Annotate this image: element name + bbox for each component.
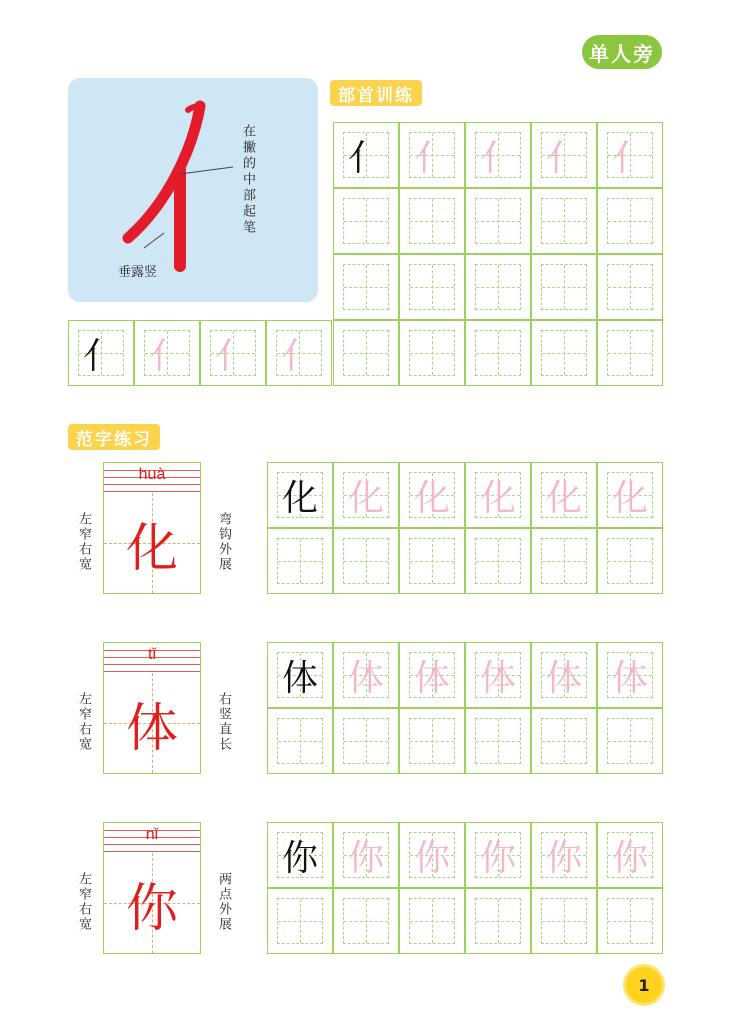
cell-guide-lines [541, 330, 587, 376]
cell-guide-lines [475, 264, 521, 310]
radical-cell[interactable] [399, 188, 465, 254]
radical-cell[interactable] [531, 188, 597, 254]
radical-cell[interactable] [399, 122, 465, 188]
trace-character: 体 [347, 657, 384, 699]
radical-cell[interactable] [333, 188, 399, 254]
example-practice-cell[interactable] [267, 462, 333, 528]
radical-illustration [68, 78, 318, 302]
trace-character: 亻 [479, 137, 516, 179]
example-practice-cell[interactable] [399, 528, 465, 594]
model-character: 亻 [82, 335, 119, 377]
example-practice-cell[interactable] [465, 462, 531, 528]
radical-cell[interactable] [465, 320, 531, 386]
trace-character: 化 [413, 477, 450, 519]
example-practice-cell[interactable] [399, 822, 465, 888]
trace-character: 化 [545, 477, 582, 519]
trace-character: 你 [611, 837, 648, 879]
cell-guide-lines [343, 330, 389, 376]
cell-guide-lines [541, 718, 587, 764]
example-practice-cell[interactable] [597, 462, 663, 528]
trace-character: 体 [611, 657, 648, 699]
cell-guide-lines [277, 538, 323, 584]
radical-stroke-drawing [68, 78, 318, 302]
trace-character: 你 [413, 837, 450, 879]
example-practice-cell[interactable] [531, 888, 597, 954]
stroke-note: 两点外展 [216, 872, 231, 932]
example-practice-cell[interactable] [267, 822, 333, 888]
cell-guide-lines [607, 198, 653, 244]
page-number-badge: 1 [626, 967, 662, 1003]
example-practice-cell[interactable] [465, 708, 531, 774]
radical-cell[interactable] [266, 320, 332, 386]
radical-cell[interactable] [68, 320, 134, 386]
trace-character: 亻 [280, 335, 317, 377]
cell-guide-lines [475, 898, 521, 944]
cell-guide-lines [475, 198, 521, 244]
cell-guide-lines [475, 538, 521, 584]
cell-guide-lines [541, 898, 587, 944]
cell-guide-lines [607, 538, 653, 584]
pinyin-label: nǐ [145, 826, 159, 843]
radical-cell[interactable] [597, 188, 663, 254]
section-label-examples: 范字练习 [68, 424, 160, 450]
cell-guide-lines [409, 898, 455, 944]
trace-character: 化 [611, 477, 648, 519]
example-practice-cell[interactable] [531, 708, 597, 774]
cell-guide-lines [409, 330, 455, 376]
example-character-box [103, 642, 201, 774]
cell-guide-lines [475, 718, 521, 764]
radical-cell[interactable] [399, 254, 465, 320]
trace-character: 亻 [214, 335, 251, 377]
radical-cell[interactable] [134, 320, 200, 386]
radical-cell[interactable] [333, 254, 399, 320]
example-practice-cell[interactable] [267, 888, 333, 954]
cell-guide-lines [343, 264, 389, 310]
example-practice-cell[interactable] [399, 888, 465, 954]
radical-cell[interactable] [200, 320, 266, 386]
radical-cell[interactable] [597, 320, 663, 386]
example-practice-cell[interactable] [597, 888, 663, 954]
example-practice-cell[interactable] [597, 528, 663, 594]
example-character: 你 [125, 878, 178, 939]
trace-character: 亻 [545, 137, 582, 179]
example-practice-cell[interactable] [531, 528, 597, 594]
model-character: 化 [281, 477, 318, 519]
example-practice-cell[interactable] [597, 822, 663, 888]
cell-guide-lines [607, 330, 653, 376]
cell-guide-lines [607, 718, 653, 764]
cell-guide-lines [607, 264, 653, 310]
model-character: 你 [281, 837, 318, 879]
radical-note-stroke: 垂露竖 [118, 265, 158, 280]
cell-guide-lines [409, 264, 455, 310]
radical-cell[interactable] [465, 188, 531, 254]
stroke-note: 右竖直长 [216, 692, 231, 752]
cell-guide-lines [277, 718, 323, 764]
cell-guide-lines [343, 198, 389, 244]
cell-guide-lines [541, 538, 587, 584]
structure-note: 左窄右宽 [76, 872, 91, 932]
example-practice-cell[interactable] [597, 708, 663, 774]
example-practice-cell[interactable] [333, 462, 399, 528]
cell-guide-lines [343, 898, 389, 944]
example-practice-cell[interactable] [465, 822, 531, 888]
example-practice-cell[interactable] [333, 708, 399, 774]
example-practice-cell[interactable] [531, 462, 597, 528]
example-practice-cell[interactable] [333, 528, 399, 594]
trace-character: 你 [347, 837, 384, 879]
structure-note: 左窄右宽 [76, 512, 91, 572]
example-practice-cell[interactable] [531, 642, 597, 708]
radical-cell[interactable] [399, 320, 465, 386]
trace-character: 体 [413, 657, 450, 699]
example-practice-cell[interactable] [399, 642, 465, 708]
pinyin-label: huà [138, 466, 166, 483]
cell-guide-lines [409, 198, 455, 244]
radical-cell[interactable] [531, 254, 597, 320]
radical-cell[interactable] [531, 320, 597, 386]
example-practice-cell[interactable] [465, 888, 531, 954]
example-character-box [103, 822, 201, 954]
cell-guide-lines [409, 538, 455, 584]
example-practice-cell[interactable] [531, 822, 597, 888]
cell-guide-lines [277, 898, 323, 944]
cell-guide-lines [541, 264, 587, 310]
trace-character: 你 [479, 837, 516, 879]
cell-guide-lines [607, 898, 653, 944]
trace-character: 体 [545, 657, 582, 699]
example-practice-cell[interactable] [399, 462, 465, 528]
trace-character: 亻 [611, 137, 648, 179]
example-character: 化 [125, 518, 178, 579]
example-practice-cell[interactable] [597, 642, 663, 708]
model-character: 体 [281, 657, 318, 699]
section-label-radical: 部首训练 [330, 80, 422, 106]
trace-character: 化 [479, 477, 516, 519]
cell-guide-lines [343, 718, 389, 764]
trace-character: 亻 [148, 335, 185, 377]
example-practice-cell[interactable] [267, 708, 333, 774]
example-practice-cell[interactable] [465, 528, 531, 594]
example-practice-cell[interactable] [267, 528, 333, 594]
example-practice-cell[interactable] [465, 642, 531, 708]
page-title: 单人旁 [582, 35, 662, 69]
example-practice-cell[interactable] [333, 642, 399, 708]
radical-cell[interactable] [333, 320, 399, 386]
trace-character: 体 [479, 657, 516, 699]
radical-cell[interactable] [465, 254, 531, 320]
pinyin-label: tǐ [148, 646, 156, 663]
radical-cell[interactable] [333, 122, 399, 188]
example-practice-cell[interactable] [267, 642, 333, 708]
cell-guide-lines [343, 538, 389, 584]
radical-note-start: 在撇的中部起笔 [240, 124, 255, 236]
trace-character: 化 [347, 477, 384, 519]
trace-character: 亻 [413, 137, 450, 179]
example-practice-cell[interactable] [399, 708, 465, 774]
cell-guide-lines [409, 718, 455, 764]
trace-character: 你 [545, 837, 582, 879]
radical-cell[interactable] [597, 122, 663, 188]
cell-guide-lines [475, 330, 521, 376]
radical-cell[interactable] [597, 254, 663, 320]
radical-cell[interactable] [465, 122, 531, 188]
example-character: 体 [125, 698, 178, 759]
model-character: 亻 [347, 137, 384, 179]
example-character-box [103, 462, 201, 594]
example-practice-cell[interactable] [333, 822, 399, 888]
cell-guide-lines [541, 198, 587, 244]
structure-note: 左窄右宽 [76, 692, 91, 752]
radical-cell[interactable] [531, 122, 597, 188]
example-practice-cell[interactable] [333, 888, 399, 954]
stroke-note: 弯钩外展 [216, 512, 231, 572]
